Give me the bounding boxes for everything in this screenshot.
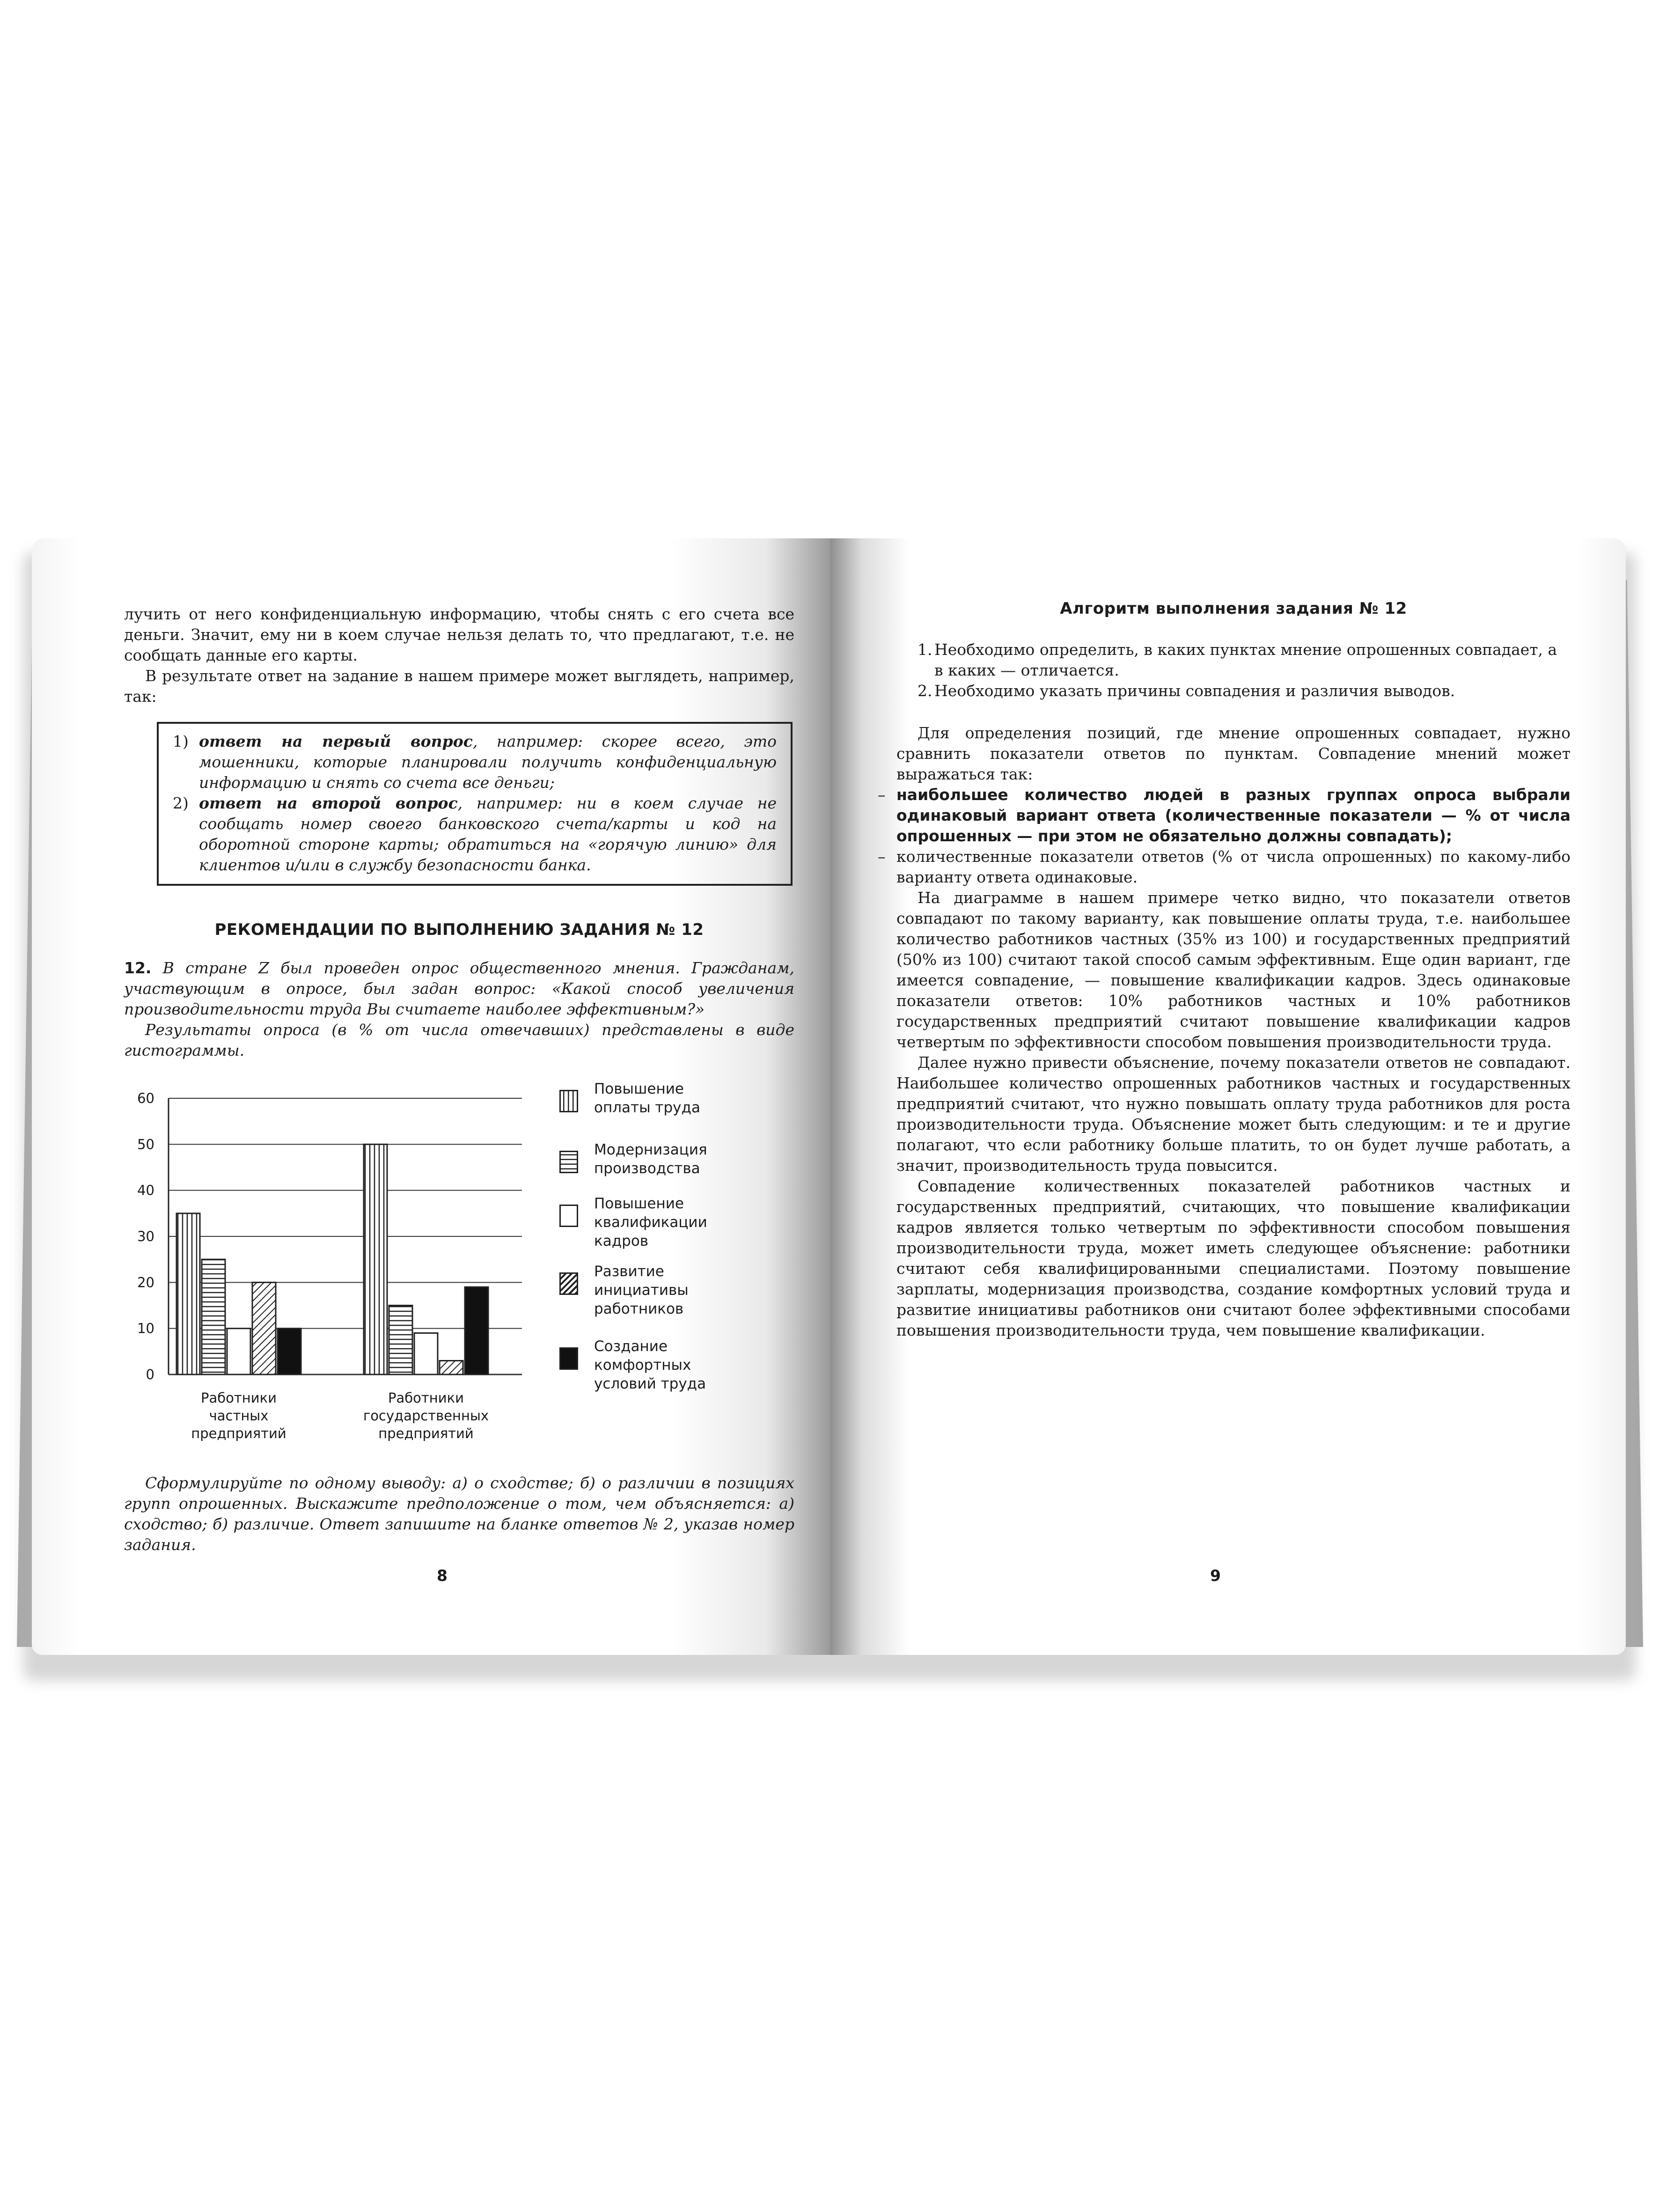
category-label: предприятий — [378, 1426, 474, 1441]
bar-1-4 — [252, 1282, 276, 1374]
task-paragraph — [124, 958, 794, 1020]
paragraph-3: Далее нужно привести объяснение, почему показатели ответов не совпадают. Наибольшее количество опрошенных работников частных и государственных предприятий считают, что нужно повышать оплату труда работников для роста производительности труда. Объяснение может быть следующим: и те и другие полагают, что если работнику больше платить, то он будет лучше работать, а значит, производительность труда повысится. — [896, 1053, 1571, 1175]
answer-item-2-number: 2) — [173, 794, 189, 812]
answer-item-1-number: 1) — [173, 732, 189, 750]
legend-label — [594, 1337, 706, 1393]
histogram-svg — [124, 1080, 545, 1468]
recommendations-heading: РЕКОМЕНДАЦИИ ПО ВЫПОЛНЕНИЮ ЗАДАНИЯ № 12 — [214, 920, 704, 939]
legend-item — [559, 1194, 707, 1250]
legend-item — [559, 1140, 707, 1178]
paragraph-1: Для определения позиций, где мнение опрошенных совпадает, нужно сравнить показатели ответов по пунктам. Совпадение мнений может выражаться так: — [896, 724, 1571, 783]
legend-label-line: комфортных — [594, 1357, 691, 1374]
legend-swatch — [559, 1272, 578, 1295]
legend-item — [559, 1262, 689, 1318]
legend-label — [594, 1194, 707, 1250]
legend-label-line: условий труда — [594, 1375, 706, 1392]
category-label: частных — [209, 1408, 269, 1424]
y-tick-label: 30 — [137, 1228, 154, 1244]
bullet-1 — [878, 785, 1571, 846]
bar-1-1 — [176, 1213, 200, 1374]
legend-label-line: инициативы — [594, 1282, 689, 1299]
bar-1-5 — [278, 1329, 301, 1374]
legend-label-line: производства — [594, 1160, 700, 1177]
bullet-1-text: наибольшее количество людей в разных группах опроса выбрали одинаковый вариант ответа (количественные показатели — % от числа опрошенных — при этом не обязательно должны совпадать); — [896, 786, 1571, 845]
task-text: В стране Z был проведен опрос общественного мнения. Гражданам, участвующим в опросе, был задан вопрос: «Какой способ увеличения производительности труда Вы считаете наиболее эффективным?» — [124, 959, 794, 1018]
step-1-number: 1. — [918, 640, 932, 659]
task-results-text: Результаты опроса (в % от числа отвечавших) представлены в виде гистограммы. — [124, 1021, 794, 1059]
algorithm-heading: Алгоритм выполнения задания № 12 — [1060, 599, 1407, 618]
right-page — [830, 538, 1626, 1655]
step-1 — [918, 639, 1571, 681]
legend-swatch — [559, 1151, 578, 1173]
answer-item-2-text — [199, 793, 777, 875]
bar-1-3 — [227, 1329, 250, 1374]
legend-label-line: Развитие — [594, 1263, 664, 1280]
bar-1-2 — [202, 1259, 225, 1374]
legend-label-line: квалификации — [594, 1214, 707, 1231]
step-2-text: Необходимо указать причины совпадения и различия выводов. — [934, 682, 1455, 700]
bullet-2 — [878, 846, 1571, 888]
category-label: государственных — [363, 1408, 489, 1424]
legend-label-line: кадров — [594, 1233, 649, 1249]
legend-label — [594, 1080, 700, 1117]
left-page — [32, 538, 830, 1655]
legend-label — [594, 1140, 707, 1178]
answer-item-1-text — [199, 731, 777, 793]
category-label: предприятий — [191, 1426, 286, 1441]
legend-label-line: Создание — [594, 1338, 668, 1355]
intro-paragraph: лучить от него конфиденциальную информацию, чтобы снять с его счета все деньги. Значит, ему ни в коем случае нельзя делать то, что предлагают, т.е. не сообщать данные его карты. — [124, 605, 794, 664]
bar-2-4 — [440, 1361, 463, 1375]
y-tick-label: 50 — [137, 1136, 154, 1153]
y-tick-label: 60 — [137, 1090, 154, 1106]
y-tick-label: 0 — [146, 1367, 154, 1382]
legend-swatch — [559, 1205, 578, 1227]
legend-label-line: Повышение — [594, 1080, 684, 1097]
legend-label-line: Модернизация — [594, 1141, 707, 1158]
y-tick-label: 10 — [137, 1320, 154, 1337]
category-label: Работники — [388, 1390, 464, 1406]
bar-2-5 — [465, 1287, 488, 1374]
histogram-chart — [124, 1080, 794, 1468]
step-1-text: Необходимо определить, в каких пунктах мнение опрошенных совпадает, а в каких — отличается. — [934, 640, 1557, 679]
answer-item-2-rest: , например: ни в коем случае не сообщать номер своего банковского счета/карты и код на оборотной стороне карты; обратиться на «горячую линию» для клиентов и/или в службу безопасности банка. — [199, 794, 777, 874]
bullet-2-dash: – — [878, 847, 886, 866]
y-tick-label: 40 — [137, 1182, 154, 1198]
bar-2-3 — [414, 1333, 438, 1375]
right-page-content — [878, 598, 1571, 1341]
legend-item — [559, 1080, 700, 1117]
legend-swatch — [559, 1347, 578, 1370]
answer-item-1-rest: , например: скорее всего, это мошенники, которые планировали получить конфиденциальную информацию и снять со счета все деньги; — [199, 732, 777, 792]
legend-label-line: работников — [594, 1301, 684, 1317]
legend-item — [559, 1337, 706, 1393]
paragraph-4: Совпадение количественных показателей работников частных и государственных предприятий, считающих, что повышение квалификации кадров является только четвертым по эффективности способом повышения производительности труда, может иметь следующее объяснение: работники считают себя квалифицированными специалистами. Поэтому повышение зарплаты, модернизация производства, создание комфортных условий труда и развитие инициативы работников они считают более эффективными способами повышения производительности труда, чем повышение квалификации. — [896, 1177, 1571, 1339]
answer-item-2-bold: ответ на второй вопрос — [199, 794, 458, 812]
task-question: Сформулируйте по одному выводу: а) о сходстве; б) о различии в позициях групп опрошенных. Выскажите предположение о том, чем объясняется: а) сходство; б) различие. Ответ запишите на бланке ответов № 2, указав номер задания. — [124, 1474, 794, 1554]
answer-item-1 — [173, 731, 777, 793]
answer-item-2 — [173, 793, 777, 875]
task-number: 12. — [124, 959, 152, 977]
bullet-1-dash: – — [878, 786, 886, 804]
bar-2-1 — [364, 1144, 387, 1374]
step-2 — [918, 681, 1571, 701]
step-2-number: 2. — [918, 682, 932, 700]
paragraph-2: На диаграмме в нашем примере четко видно, что показатели ответов совпадают по такому варианту, как повышение оплаты труда, т.е. наибольшее количество работников частных (35% из 100) и государственных предприятий (50% из 100) считают такой способ самым эффективным. Еще один вариант, где имеется совпадение, — повышение квалификации кадров. Здесь одинаковые показатели ответов: 10% работников частных и 10% работников государственных предприятий считают повышение квалификации кадров четвертым по эффективности способом повышения производительности труда. — [896, 889, 1571, 1051]
legend-label-line: Повышение — [594, 1195, 684, 1212]
bar-2-2 — [389, 1306, 412, 1375]
legend-swatch — [559, 1090, 578, 1112]
bullet-2-text: количественные показатели ответов (% от числа опрошенных) по какому-либо варианту ответа одинаковые. — [896, 847, 1571, 886]
category-label: Работники — [201, 1390, 277, 1406]
answer-example-box — [157, 722, 793, 886]
intro-result: В результате ответ на задание в нашем примере может выглядеть, например, так: — [124, 667, 794, 705]
legend-label-line: оплаты труда — [594, 1099, 700, 1116]
left-page-content — [124, 604, 794, 1555]
answer-item-1-bold: ответ на первый вопрос — [199, 732, 473, 750]
legend-label — [594, 1262, 689, 1318]
y-tick-label: 20 — [137, 1274, 154, 1291]
page-number-right: 9 — [1210, 1566, 1221, 1585]
page-number-left: 8 — [437, 1566, 448, 1585]
